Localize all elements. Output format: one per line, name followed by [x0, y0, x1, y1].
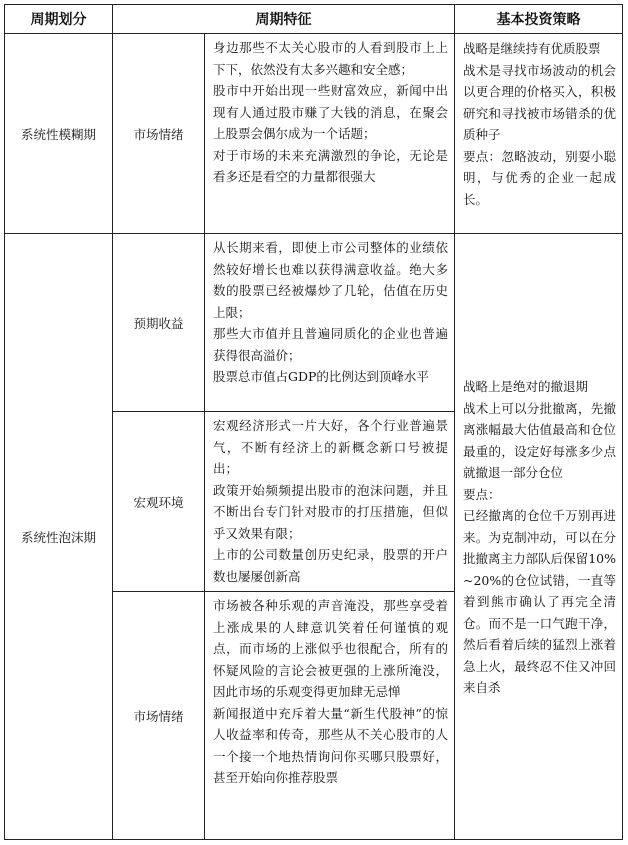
feature-text: 上市的公司数量创历史纪录，股票的开户数也屡屡创新高: [213, 547, 448, 584]
feature-text: 从长期来看，即使上市公司整体的业绩依然较好增长也难以获得满意收益。绝大多数的股票已经被爆炒了几轮，估值在历史上限；: [213, 240, 448, 320]
strategy-cell-fuzzy: [455, 34, 623, 234]
strategy-text: 战略是继续持有优质股票: [463, 41, 601, 56]
factor-cell-macro-environment: 宏观环境: [113, 412, 205, 592]
period-cell-bubble: 系统性泡沫期: [5, 234, 113, 840]
feature-text: 政策开始频频提出股市的泡沫问题，并且不断出台专门针对股市的打压措施，但似乎又效果有限；: [213, 482, 448, 541]
features-cell-macro-environment: [205, 412, 455, 592]
strategy-text: 已经撤离的仓位千万别再进来。为克制冲动，可以在分批撤离主力部队后保留10%~20%的仓位试错，一直等着到熊市确认了再完全清仓。而不是一口气跑干净，然后看着后续的猛烈上涨着急上火，最终忍不住又冲回来自杀: [463, 508, 616, 696]
strategy-text: 战略上是绝对的撤退期: [463, 379, 589, 395]
feature-text: 股市中开始出现一些财富效应，新闻中出现有人通过股市赚了大钱的消息，在聚会上股票会偶尔成为一个话题；: [213, 83, 448, 141]
header-period: 周期划分: [5, 5, 113, 34]
features-cell-expected-returns: [205, 234, 455, 412]
period-cell-fuzzy: 系统性模糊期: [5, 34, 113, 234]
factor-cell-market-sentiment: 市场情绪: [113, 34, 205, 234]
fuzzy-period-row: [5, 34, 623, 234]
factor-cell-market-sentiment-bubble: 市场情绪: [113, 592, 205, 840]
strategy-cell-bubble: [455, 234, 623, 840]
factor-cell-expected-returns: 预期收益: [113, 234, 205, 412]
feature-text: 新闻报道中充斥着大量“新生代股神”的惊人收益率和传奇，那些从不关心股市的人一个接一个地热情询问你买哪只股票好，甚至开始向你推荐股票: [213, 705, 448, 785]
strategy-text: 战术是寻找市场波动的机会以更合理的价格买入，积极研究和寻找被市场错杀的优质种子: [463, 62, 616, 142]
features-cell-fuzzy: [205, 34, 455, 234]
investment-cycle-table: [4, 4, 623, 840]
header-row: [5, 5, 623, 34]
header-strategy: 基本投资策略: [455, 5, 623, 34]
feature-text: 市场被各种乐观的声音淹没，那些享受着上涨成果的人肆意讥笑着任何谨慎的观点，而市场的上涨似乎也很配合，所有的怀疑风险的言论会被更强的上涨所淹没，因此市场的乐观变得更加肆无忌惮: [213, 598, 448, 699]
feature-text: 股票总市值占GDP的比例达到顶峰水平: [213, 369, 429, 384]
feature-text: 宏观经济形式一片大好，各个行业普遍景气，不断有经济上的新概念新口号被提出；: [213, 418, 448, 476]
strategy-text: 要点：忽略波动，别耍小聪明，与优秀的企业一起成长。: [463, 148, 616, 207]
features-cell-market-sentiment-bubble: [205, 592, 455, 840]
header-features: 周期特征: [113, 5, 455, 34]
feature-text: 对于市场的未来充满激烈的争论，无论是看多还是看空的力量都很强大: [213, 147, 448, 184]
feature-text: 身边那些不太关心股市的人看到股市上上下下，依然没有太多兴趣和安全感；: [213, 40, 448, 77]
strategy-text: 要点：: [463, 486, 501, 502]
bubble-row-expected-returns: [5, 234, 623, 412]
feature-text: 那些大市值并且普遍同质化的企业也普遍获得很高溢价；: [213, 326, 448, 363]
strategy-text: 战术上可以分批撤离，先撤离涨幅最大估值最高和仓位最重的，设定好每涨多少点就撤退一部分仓位: [463, 400, 616, 481]
